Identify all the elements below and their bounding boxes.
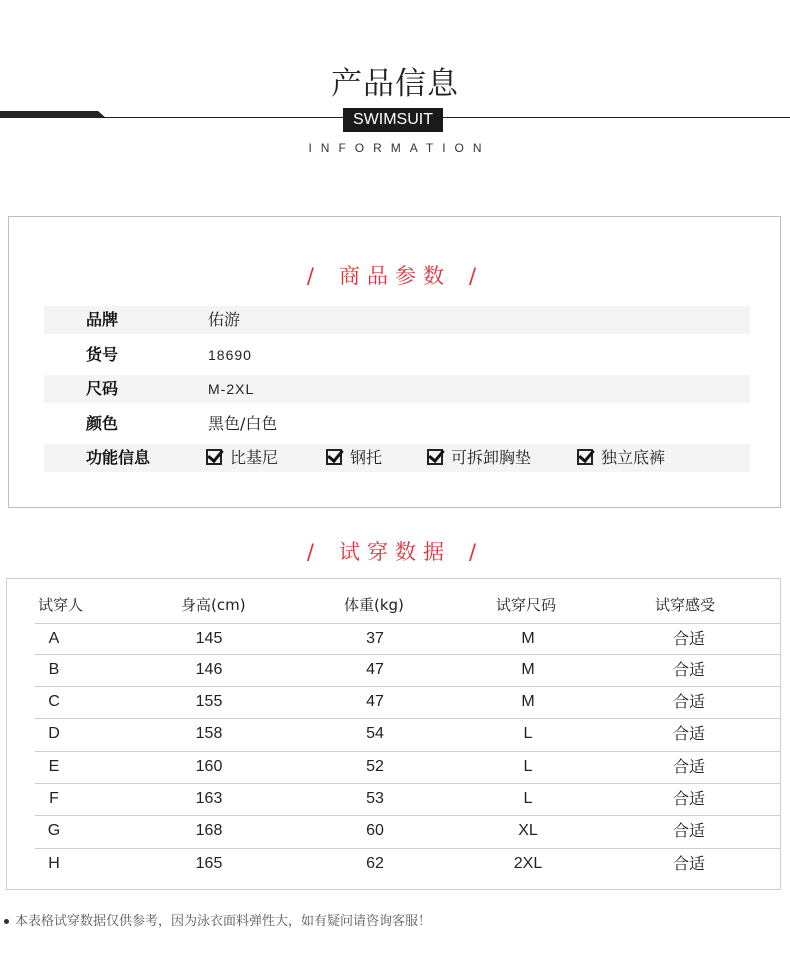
param-label: 功能信息 <box>86 448 151 467</box>
table-cell: 168 <box>195 822 223 839</box>
table-cell: 合适 <box>672 692 705 711</box>
table-cell: C <box>48 693 60 710</box>
param-label: 货号 <box>86 345 119 364</box>
table-header-weight: 体重(kg) <box>344 596 404 614</box>
table-cell: 合适 <box>672 724 705 743</box>
table-cell: M <box>521 661 535 678</box>
table-cell: G <box>47 822 61 839</box>
table-row <box>35 623 781 655</box>
table-cell: 158 <box>195 725 223 742</box>
table-row <box>35 686 781 718</box>
params-title-text: 商品参数 <box>339 264 451 288</box>
param-row-features <box>44 444 750 472</box>
table-cell: 53 <box>366 790 384 807</box>
table-header-size: 试穿尺码 <box>496 596 557 614</box>
param-value: M-2XL <box>208 381 255 397</box>
table-cell: 合适 <box>672 789 705 808</box>
feature-item <box>427 444 531 472</box>
table-row <box>35 848 781 880</box>
param-value: 18690 <box>208 347 252 363</box>
param-label: 尺码 <box>86 379 119 398</box>
table-cell: L <box>523 758 533 775</box>
param-label: 品牌 <box>86 310 119 329</box>
table-cell: D <box>48 725 60 742</box>
table-row <box>35 654 781 686</box>
table-cell: 165 <box>195 855 223 872</box>
table-cell: 160 <box>195 758 223 775</box>
fitting-title-text: 试穿数据 <box>339 540 451 564</box>
table-header-feeling: 试穿感受 <box>655 596 716 614</box>
table-cell: 145 <box>195 630 223 647</box>
table-cell: 2XL <box>513 855 543 872</box>
table-cell: 163 <box>195 790 223 807</box>
table-cell: A <box>48 630 60 647</box>
table-row <box>35 751 781 783</box>
table-cell: B <box>48 661 60 678</box>
param-value: 佑游 <box>208 310 241 329</box>
feature-item <box>326 444 382 472</box>
table-cell: 155 <box>195 693 223 710</box>
table-cell: H <box>48 855 60 872</box>
table-cell: E <box>48 758 60 775</box>
header-subtitle: INFORMATION <box>308 141 491 155</box>
table-cell: L <box>523 725 533 742</box>
table-cell: 合适 <box>672 660 705 679</box>
checkbox-checked-icon <box>577 449 593 465</box>
feature-label: 钢托 <box>350 448 383 467</box>
slash-decoration: / <box>306 264 321 288</box>
table-cell: 合适 <box>672 821 705 840</box>
bullet-icon <box>4 919 9 924</box>
feature-item <box>206 444 278 472</box>
param-row-brand <box>44 306 750 334</box>
swimsuit-badge: SWIMSUIT <box>343 108 443 132</box>
param-row-size <box>44 375 750 403</box>
table-cell: 37 <box>366 630 384 647</box>
param-row-sku <box>44 341 750 369</box>
fitting-section-title <box>0 536 790 566</box>
checkbox-checked-icon <box>206 449 222 465</box>
feature-label: 比基尼 <box>230 448 279 467</box>
table-row <box>35 783 781 815</box>
table-cell: 合适 <box>672 854 705 873</box>
table-cell: 47 <box>366 693 384 710</box>
feature-label: 可拆卸胸垫 <box>451 448 532 467</box>
table-row <box>35 815 781 847</box>
table-header-height: 身高(cm) <box>181 596 246 614</box>
table-cell: L <box>523 790 533 807</box>
table-cell: 54 <box>366 725 384 742</box>
table-cell: 60 <box>366 822 384 839</box>
param-row-color <box>44 410 750 438</box>
slash-decoration: / <box>469 264 484 288</box>
table-cell: M <box>521 630 535 647</box>
table-cell: 合适 <box>672 757 705 776</box>
param-value: 黑色/白色 <box>208 414 278 433</box>
footnote-text: 本表格试穿数据仅供参考，因为泳衣面料弹性大，如有疑问请咨询客服！ <box>15 914 432 929</box>
param-label: 颜色 <box>86 414 119 433</box>
table-row <box>35 718 781 750</box>
table-cell: 62 <box>366 855 384 872</box>
footnote <box>4 910 431 929</box>
table-cell: 合适 <box>672 629 705 648</box>
feature-item <box>577 444 665 472</box>
page-title: 产品信息 <box>331 66 459 102</box>
slash-decoration: / <box>306 540 321 564</box>
slash-decoration: / <box>469 540 484 564</box>
table-cell: 146 <box>195 661 223 678</box>
checkbox-checked-icon <box>326 449 342 465</box>
checkbox-checked-icon <box>427 449 443 465</box>
params-section-title <box>0 260 790 290</box>
feature-label: 独立底裤 <box>601 448 666 467</box>
table-cell: F <box>49 790 59 807</box>
table-header-tester: 试穿人 <box>38 596 84 614</box>
table-cell: 47 <box>366 661 384 678</box>
table-cell: 52 <box>366 758 384 775</box>
table-cell: M <box>521 693 535 710</box>
table-cell: XL <box>518 822 538 839</box>
